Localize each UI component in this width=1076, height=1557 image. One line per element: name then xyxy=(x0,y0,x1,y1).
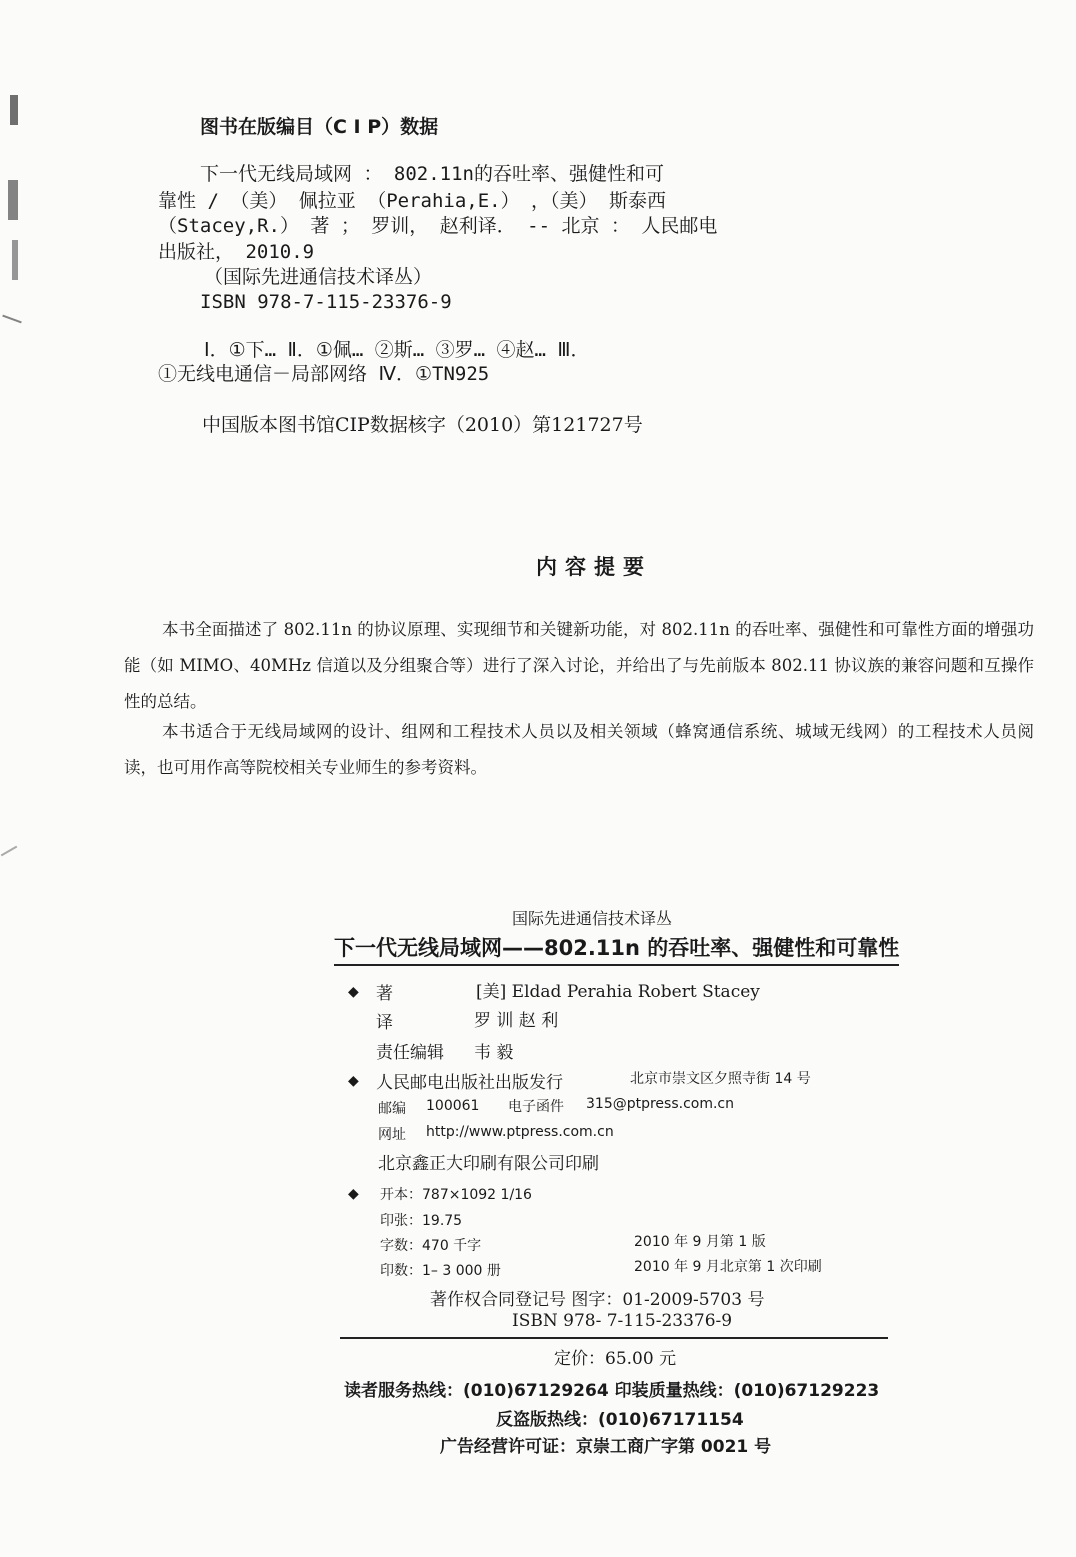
scan-speck xyxy=(10,95,18,125)
website: http://www.ptpress.com.cn xyxy=(426,1124,614,1140)
print-copies: 印数：1– 3 000 册 xyxy=(380,1263,501,1279)
cip-entry-line: 靠性 / （美） 佩拉亚 （Perahia,E.） ，（美） 斯泰西 xyxy=(158,190,666,212)
scan-speck xyxy=(8,180,18,220)
cip-note: 中国版本图书馆CIP数据核字（2010）第121727号 xyxy=(202,414,643,436)
diamond-bullet-icon: ◆ xyxy=(348,1186,359,1202)
website-label: 网址 xyxy=(378,1127,406,1143)
editor: 韦 毅 xyxy=(474,1043,514,1063)
publisher-address: 北京市崇文区夕照寺街 14 号 xyxy=(630,1071,811,1087)
printing: 2010 年 9 月北京第 1 次印刷 xyxy=(634,1259,822,1275)
cip-classification-line: ①无线电通信－局部网络 Ⅳ．①TN925 xyxy=(158,363,490,385)
ad-license: 广告经营许可证：京崇工商广字第 0021 号 xyxy=(440,1437,772,1457)
divider-line xyxy=(340,1337,888,1339)
author-label: 著 xyxy=(376,984,393,1004)
cip-entry-line: ISBN 978-7-115-23376-9 xyxy=(200,291,452,313)
postcode-label: 邮编 xyxy=(378,1101,406,1117)
cip-entry-line: （Stacey,R.） 著 ； 罗训， 赵利译． -- 北京 ： 人民邮电 xyxy=(158,215,718,237)
word-count: 字数：470 千字 xyxy=(380,1238,482,1254)
copyright-registration: 著作权合同登记号 图字：01-2009-5703 号 xyxy=(430,1290,765,1310)
cip-classification-line: Ⅰ．①下… Ⅱ．①佩… ②斯… ③罗… ④赵… Ⅲ． xyxy=(204,339,590,361)
service-hotlines: 读者服务热线：(010)67129264 印装质量热线：(010)67129223 xyxy=(344,1381,880,1401)
summary-paragraph: 本书全面描述了 802.11n 的协议原理、实现细节和关键新功能，对 802.11n 的吞吐率、强健性和可靠性方面的增强功能（如 MIMO、40MHz 信道以及分组聚合等）进行了深入讨论，并给出了与先前版本 802.11 协议族的兼容问题和互操作性的总结。 xyxy=(124,620,1034,711)
scan-speck xyxy=(12,240,18,280)
scan-speck xyxy=(2,315,21,324)
antipiracy-hotline: 反盗版热线：(010)67171154 xyxy=(496,1410,744,1430)
series-name: 国际先进通信技术译丛 xyxy=(512,909,673,928)
summary-paragraph: 本书适合于无线局域网的设计、组网和工程技术人员以及相关领域（蜂窝通信系统、城域无线网）的工程技术人员阅读，也可用作高等院校相关专业师生的参考资料。 xyxy=(124,722,1034,777)
isbn: ISBN 978- 7-115-23376-9 xyxy=(512,1311,733,1331)
price: 定价：65.00 元 xyxy=(554,1349,677,1369)
summary-heading: 内容提要 xyxy=(536,555,652,579)
postcode: 100061 xyxy=(426,1098,480,1114)
translators: 罗 训 赵 利 xyxy=(474,1011,559,1031)
edition: 2010 年 9 月第 1 版 xyxy=(634,1234,766,1250)
email: 315@ptpress.com.cn xyxy=(586,1096,735,1112)
publisher: 人民邮电出版社出版发行 xyxy=(376,1073,563,1093)
print-sheets: 印张：19.75 xyxy=(380,1213,463,1229)
authors: [美] Eldad Perahia Robert Stacey xyxy=(476,982,760,1002)
scan-speck xyxy=(1,846,18,857)
cip-entry-line: 出版社， 2010.9 xyxy=(158,241,315,263)
diamond-bullet-icon: ◆ xyxy=(348,1073,359,1089)
cip-heading: 图书在版编目（C I P）数据 xyxy=(200,116,439,138)
cip-entry-line: （国际先进通信技术译丛） xyxy=(204,266,433,288)
translator-label: 译 xyxy=(376,1013,393,1033)
printer: 北京鑫正大印刷有限公司印刷 xyxy=(378,1154,599,1174)
book-title: 下一代无线局域网——802.11n 的吞吐率、强健性和可靠性 xyxy=(334,932,899,966)
email-label: 电子函件 xyxy=(508,1099,564,1115)
cip-entry-line: 下一代无线局域网 ： 802.11n的吞吐率、强健性和可 xyxy=(200,163,664,185)
format: 开本：787×1092 1/16 xyxy=(380,1187,532,1203)
diamond-bullet-icon: ◆ xyxy=(348,984,359,1000)
editor-label: 责任编辑 xyxy=(376,1043,444,1063)
